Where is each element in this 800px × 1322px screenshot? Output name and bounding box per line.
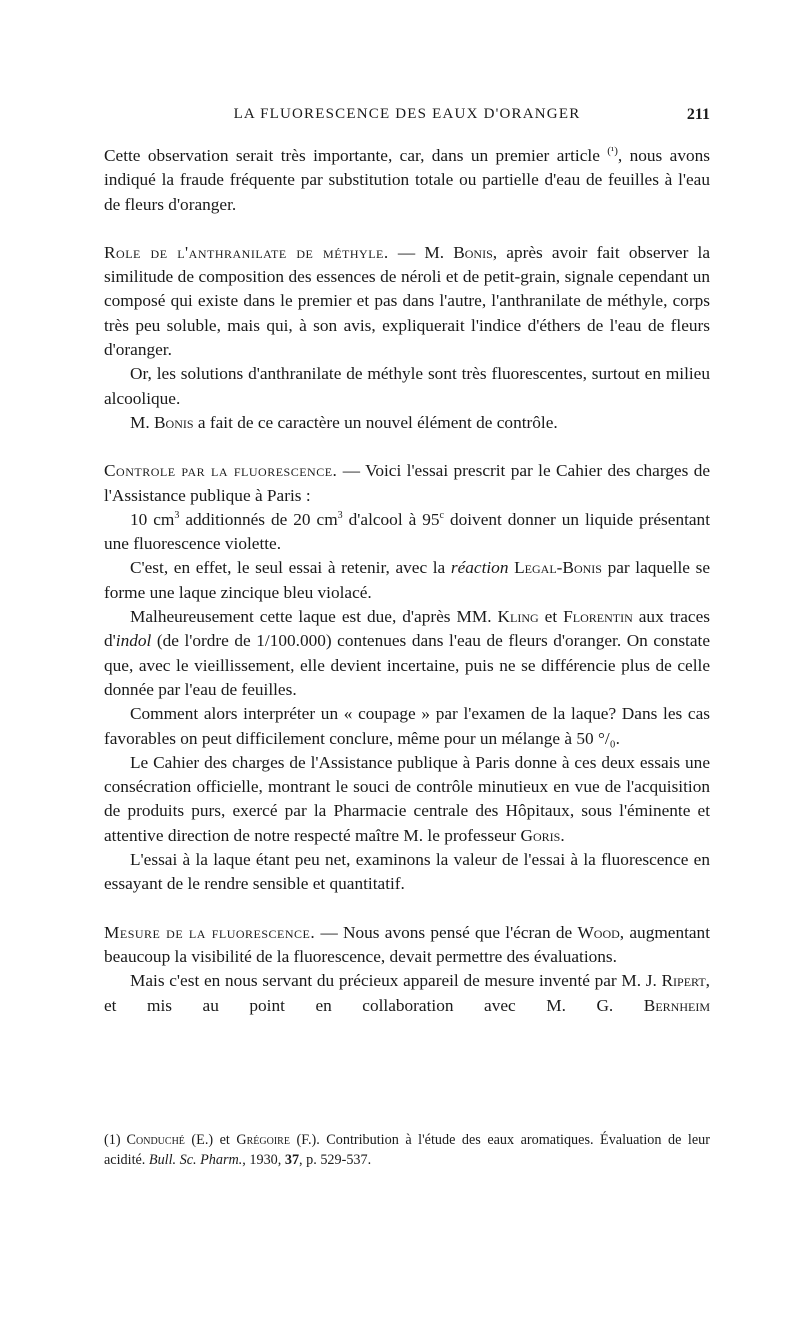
paragraph-4 (104, 508, 710, 557)
section-mesure-fluorescence (104, 921, 710, 970)
text-run: , après avoir fait observer la similitude de composition des essences de néroli et de petit-grain, signale cependant un composé qui existe dans le premier et pas dans l'autre, l'anthranilate de méthyle, corps très peu soluble, mais qui, à son avis, expliquerait l'indice d'éthers de l'eau de fleurs d'oranger. (104, 242, 711, 360)
text-run: — Voici l'essai prescrit par le Cahier des charges de l'Assistance publique à Paris : (104, 461, 711, 505)
text-run: (F.). Contribution à l'étude des eaux aromatiques. Évaluation de leur acidité. (104, 1132, 710, 1168)
section-heading: Mesure de la fluorescence. (104, 922, 316, 942)
text-run: additionnés de 20 cm (179, 509, 338, 529)
author-name: Kling (497, 607, 539, 627)
footnote-1 (104, 1130, 710, 1170)
text-run: doivent donner un liquide présentant une fluorescence violette. (104, 509, 710, 554)
paragraph-1 (104, 144, 710, 217)
author-name: Bonis (154, 412, 194, 432)
footnote-reference: (¹) (607, 145, 618, 158)
text-run: 10 cm (130, 509, 175, 529)
text-run: Malheureusement cette laque est due, d'après MM. (130, 607, 498, 627)
author-name: Goris (520, 825, 561, 845)
running-head (104, 106, 710, 130)
text-run: d'alcool à 95 (342, 509, 440, 529)
running-title: LA FLUORESCENCE DES EAUX D'ORANGER (233, 106, 581, 122)
text-run: Mais c'est en nous servant du précieux appareil de mesure inventé par M. J. (130, 971, 662, 991)
paragraph-7: Comment alors interpréter un « coupage » par l'examen de la laque? Dans les cas favorables on peut difficilement conclure, même pour un mélange à 50 °/₀. (104, 704, 710, 748)
paragraph-3 (104, 411, 710, 435)
text-run: Le Cahier des charges de l'Assistance publique à Paris donne à ces deux essais une consécration officielle, montrant le souci de contrôle minutieux en vue de l'acquisition de produits purs, exercé par la Pharmacie centrale des Hôpitaux, sous l'éminente et attentive direction de notre respecté maître M. le professeur (104, 752, 710, 845)
text-run: , nous avons indiqué la fraude fréquente par substitution totale ou partielle d'eau de feuilles à l'eau de fleurs d'oranger. (104, 146, 710, 214)
text-run: par laquelle se forme une laque zincique bleu violacé. (104, 558, 711, 602)
superscript: 3 (174, 510, 180, 522)
author-name: Conduché (126, 1132, 185, 1148)
section-controle-fluorescence (104, 459, 710, 508)
journal-volume: 37 (284, 1152, 300, 1168)
text-run: (E.) et (184, 1132, 237, 1148)
section-heading: Controle par la fluorescence. (104, 461, 338, 481)
paragraph-10 (104, 969, 710, 1018)
text-run: , et mis au point en collaboration avec M. G. (104, 971, 710, 1015)
text-run: , 1930, (242, 1152, 285, 1168)
superscript: 3 (337, 510, 343, 522)
author-name: Bonis (453, 242, 493, 262)
italic-term: réaction (450, 558, 509, 578)
paragraph-9: L'essai à la laque étant peu net, examinons la valeur de l'essai à la fluorescence en essayant de le rendre sensible et quantitatif. (104, 850, 710, 894)
text-run: Cette observation serait très importante, car, dans un premier article (104, 146, 608, 165)
section-heading: Role de l'anthranilate de méthyle. (104, 242, 389, 262)
section-role-anthranilate (104, 241, 710, 362)
author-name: Bernheim (643, 995, 710, 1015)
author-name: Wood (577, 922, 620, 942)
text-run: aux traces d' (104, 607, 710, 651)
text-run: . (560, 825, 565, 845)
footnotes (104, 1130, 710, 1170)
superscript: c (439, 510, 444, 522)
text-run: M. (130, 412, 155, 432)
paragraph-2: Or, les solutions d'anthranilate de méthyle sont très fluorescentes, surtout en milieu alcoolique. (104, 364, 710, 408)
text-run: — Nous avons pensé que l'écran de (315, 922, 578, 942)
paragraph-8 (104, 751, 710, 848)
author-name: Ripert (661, 971, 706, 991)
text-run: et (538, 607, 564, 627)
page-number: 211 (686, 106, 710, 123)
text-run: , augmentant beaucoup la visibilité de la fluorescence, devait permettre des évaluations. (104, 922, 710, 966)
text-run: C'est, en effet, le seul essai à retenir, avec la (130, 558, 451, 578)
text-run: , p. 529-537. (299, 1152, 372, 1168)
paragraph-6 (104, 605, 710, 702)
author-name: Legal-Bonis (514, 558, 602, 578)
italic-term: indol (115, 631, 152, 651)
text-run: — M. (388, 242, 454, 262)
text-run: a fait de ce caractère un nouvel élément de contrôle. (193, 412, 558, 432)
author-name: Grégoire (236, 1132, 290, 1148)
body-text (104, 144, 710, 1018)
paragraph-5 (104, 556, 710, 605)
author-name: Florentin (563, 607, 633, 627)
journal-title: Bull. Sc. Pharm. (148, 1152, 243, 1168)
footnote-label: (1) (104, 1132, 121, 1148)
text-run: (de l'ordre de 1/100.000) contenues dans l'eau de fleurs d'oranger. On constate que, avec le vieillissement, elle devient incertaine, puis ne se différencie plus de celle donnée par l'eau de feuilles. (104, 631, 710, 699)
